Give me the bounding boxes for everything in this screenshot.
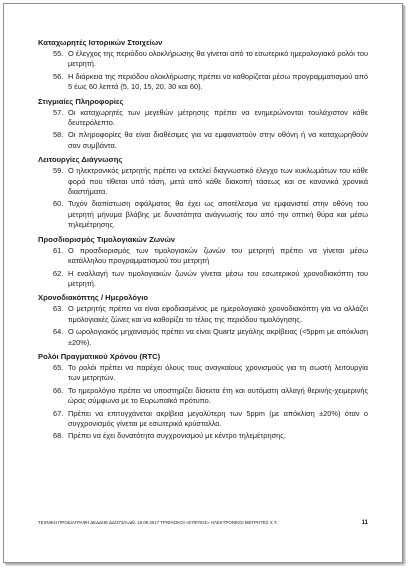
item-text: Το ρολόι πρέπει να παρέχει όλους τους αναγκαίους χρονισμούς για τη σωστή λειτουργία των μετρητών. xyxy=(68,362,368,383)
section-diagnostics xyxy=(38,155,368,230)
section-heading: Λειτουργίες Διάγνωσης xyxy=(38,155,123,165)
list-item xyxy=(38,166,368,197)
list-item xyxy=(38,386,368,407)
section-tariff-zones xyxy=(38,235,368,290)
document-page xyxy=(3,3,403,563)
item-number: 57. xyxy=(53,107,64,117)
item-number: 66. xyxy=(53,385,64,395)
item-text: Πρέπει να επιτυγχάνεται ακρίβεια μεγαλύτερη των 5ppm (με απόκλιση ±20%) όταν ο συγχρονισμός γίνεται με εσωτερικό κρύσταλλο. xyxy=(68,408,368,428)
list-item xyxy=(38,327,368,348)
item-number: 60. xyxy=(53,199,64,209)
item-number: 63. xyxy=(53,304,64,314)
item-text: Ο ωρολογιακός μηχανισμός πρέπει να είναι Quartz μεγάλης ακρίβειας (<5ppm με απόκλιση ±20%). xyxy=(68,327,368,347)
list-item xyxy=(38,409,368,430)
item-number: 59. xyxy=(53,166,64,176)
item-number: 65. xyxy=(53,362,64,372)
section-heading: Χρονοδιακόπτης / Ημερολόγιο xyxy=(38,293,148,303)
list-item xyxy=(38,199,368,230)
list-item xyxy=(38,431,368,441)
item-number: 56. xyxy=(53,71,64,81)
list-item xyxy=(38,130,368,151)
item-number: 58. xyxy=(53,130,64,140)
item-text: Η διάρκεια της περιόδου ολοκλήρωσης πρέπει να καθορίζεται μέσω προγραμματισμού από 5 έως 60 λεπτά (5, 10, 15, 20, 30 και 60). xyxy=(68,71,368,92)
item-text: Οι πληροφορίες θα είναι διαθέσιμες για να εμφανιστούν στην οθόνη ή να καταχωρηθούν σαν συμβάντα. xyxy=(68,130,368,150)
section-instant-info xyxy=(38,97,368,152)
section-heading: Προσδιορισμός Τιμολογιακών Ζωνών xyxy=(38,234,176,244)
list-item xyxy=(38,108,368,129)
item-text: Το ημερολόγιο πρέπει να υποστηρίζει δίσεκτα έτη και αυτόματη αλλαγή θερινής-χειμερινής ώρας σύμφωνα με το Ευρωπαϊκό πρότυπο. xyxy=(68,385,368,406)
item-number: 68. xyxy=(53,431,64,441)
list-item xyxy=(38,363,368,384)
section-heading: Καταχωρητές Ιστορικών Στοιχείων xyxy=(38,38,163,47)
item-number: 62. xyxy=(53,268,64,278)
item-number: 61. xyxy=(53,245,64,255)
item-number: 55. xyxy=(53,49,64,58)
list-item xyxy=(38,72,368,93)
item-text: Οι καταχωρητές των μεγεθών μέτρησης πρέπει να ενημερώνονται τουλάχιστον κάθε δευτερόλεπτο. xyxy=(68,107,368,128)
list-item xyxy=(38,246,368,267)
section-heading: Ρολόι Πραγματικού Χρόνου (RTC) xyxy=(38,351,161,361)
list-item xyxy=(38,49,368,70)
section-rtc xyxy=(38,352,368,442)
footer-text: ΤΕΧΝΙΚΗ ΠΡΟΔΙΑΓΡΑΦΗ ΔΕΔΔΗΕ ΔΔ/373/Αναθ. 19.09.2017 ΤΡΙΦΑΣΙΚΟΙ «ΕΥΦΥΕΙΣ» ΗΛΕΚΤΡΟΝΙΚΟΙ ΜΕΤΡΗΤΕΣ Χ.Τ. xyxy=(38,520,278,525)
item-text: Τυχόν διαπίστωση σφάλματος θα έχει ως αποτέλεσμα να εμφανιστεί στην οθόνη του μετρητή μήνυμα βλάβης με δυνατότητα ανάγνωσής του από την οπτική θύρα και μέσω τηλεμέτρησης. xyxy=(68,199,368,230)
item-text: Ο έλεγχος της περιόδου ολοκλήρωσης θα γίνεται από το εσωτερικό ημερολογιακό ρολόι του μετρητή. xyxy=(68,49,368,69)
page-footer xyxy=(38,520,368,526)
list-item xyxy=(38,269,368,290)
section-heading: Στιγμιαίες Πληροφορίες xyxy=(38,96,124,106)
item-text: Η εναλλαγή των τιμολογιακών ζωνών γίνεται μέσω του εσωτερικού χρονοδιακόπτη του μετρητή. xyxy=(68,268,368,288)
item-text: Ο ηλεκτρονικός μετρητής πρέπει να εκτελεί διαγνωστικό έλεγχο των κυκλωμάτων του κάθε φορά που τίθεται υπό τάση, μετά από κάθε διακοπή τάσεως και σε κανονικά χρονικά διαστήματα. xyxy=(68,166,368,197)
page-content xyxy=(38,38,368,446)
item-text: Ο προσδιορισμός των τιμολογιακών ζωνών του μετρητή πρέπει να γίνεται μέσω κατάλληλου προγραμματισμού του μετρητή xyxy=(68,245,368,266)
section-historical-registers xyxy=(38,38,368,93)
page-number: 11 xyxy=(361,520,368,526)
list-item xyxy=(38,304,368,325)
section-timer-calendar xyxy=(38,293,368,348)
item-text: Ο μετρητής πρέπει να είναι εφοδιασμένος με ημερολογιακό χρονοδιακόπτη για να αλλάζει τιμολογιακές ζώνες και να καθορίζει το τέλος της περιόδου τιμολόγησης. xyxy=(68,304,368,324)
item-number: 67. xyxy=(53,408,64,418)
item-number: 64. xyxy=(53,327,64,337)
item-text: Πρέπει να έχει δυνατότητα συγχρονισμού με κέντρο τηλεμέτρησης. xyxy=(68,431,286,441)
